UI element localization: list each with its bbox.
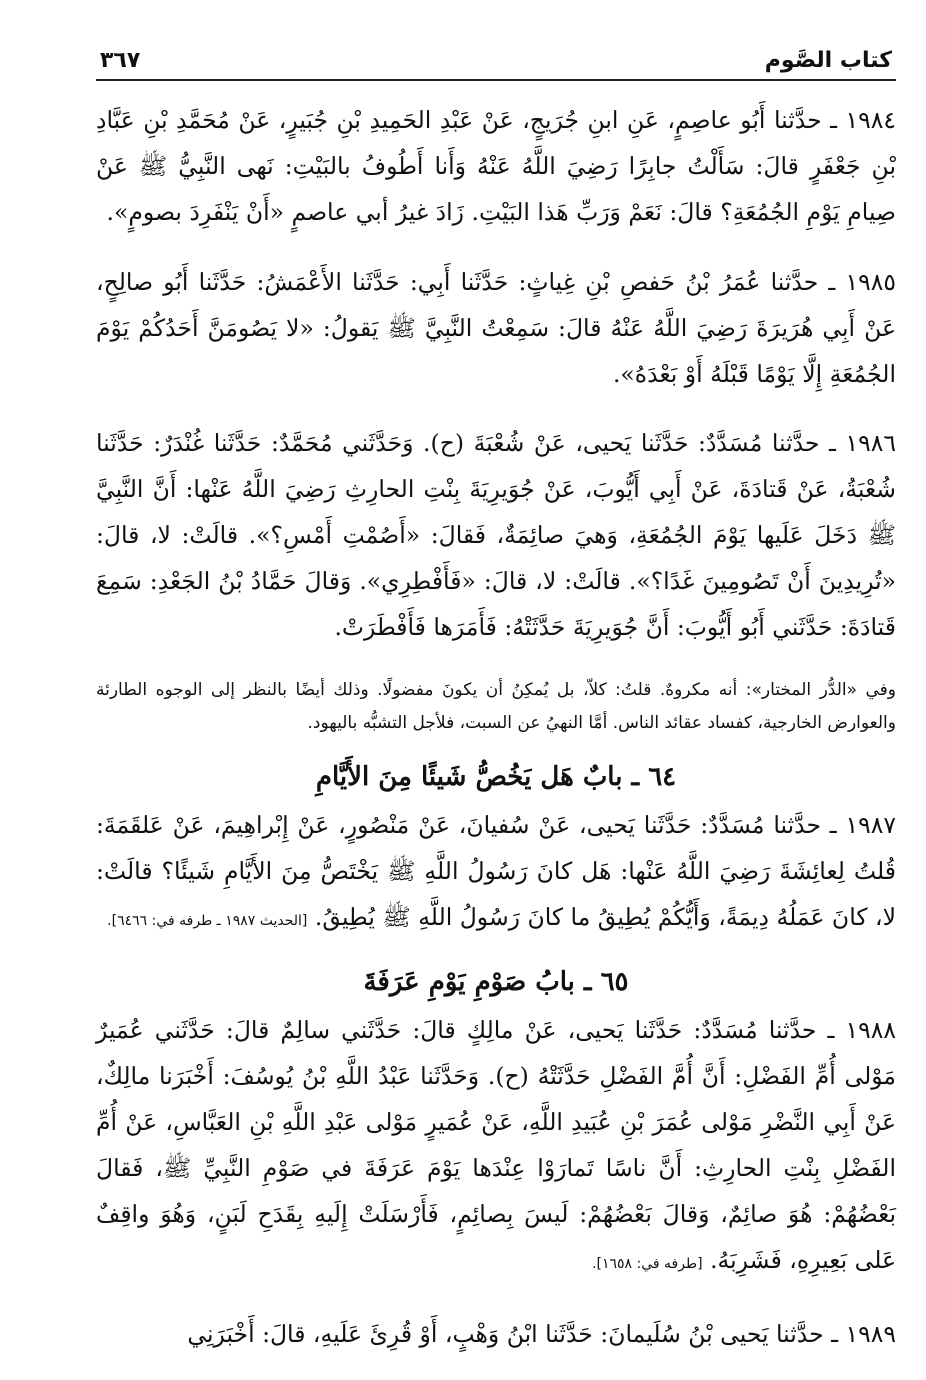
hadith-1988	[96, 1007, 896, 1287]
hadith-1988-ref: [طرفه في: ١٦٥٨].	[592, 1256, 703, 1272]
hadith-1987-ref: [الحديث ١٩٨٧ ـ طرفه في: ٦٤٦٦].	[107, 912, 308, 929]
chapter-64-title: ٦٤ ـ بابٌ هَل يَخُصُّ شَيئًا مِنَ الأَيَّامِ	[315, 761, 677, 792]
hadith-1987	[96, 802, 896, 944]
hadith-1988-text: ١٩٨٨ ـ حدَّثنا مُسَدَّدٌ: حَدَّثَنا يَحيى، عَنْ مالِكٍ قالَ: حَدَّثَني سالِمٌ قالَ: حَدَّثَني عُمَيرٌ مَوْلى أُمِّ الفَضْلِ: أَنَّ أُمَّ الفَضْلِ حَدَّثَتْهُ (ح). وَحَدَّثَنا عَبْدُ اللَّهِ بْنُ يُوسُفَ: أَخْبَرَنا مالِكٌ، عَنْ أَبِي النَّضْرِ مَوْلى عُمَرَ بْنِ عُبَيدِ اللَّهِ، عَنْ عُمَيرٍ مَوْلى عَبْدِ اللَّهِ بْنِ العَبَّاسِ، عَنْ أُمِّ الفَضْلِ بِنْتِ الحارِثِ: أَنَّ ناسًا تَمارَوْا عِنْدَها يَوْمَ عَرَفَةَ في صَوْمِ النَّبِيِّ ﷺ، فَقالَ بَعْضُهُمْ: هُوَ صائِمٌ، وَقالَ بَعْضُهُمْ: لَيسَ بِصائِمٍ، فَأَرْسَلَتْ إِلَيهِ بِقَدَحِ لَبَنٍ، وَهُوَ واقِفٌ عَلى بَعِيرِهِ، فَشَرِبَهُ.	[96, 1016, 896, 1274]
book-page	[96, 48, 896, 1380]
page-number: ٣٦٧	[100, 48, 141, 73]
hadith-1989: ١٩٨٩ ـ حدَّثنا يَحيى بْنُ سُلَيمانَ: حَدَّثَنا ابْنُ وَهْبٍ، أَوْ قُرِئَ عَلَيهِ، قالَ: أَخْبَرَنِي	[187, 1319, 896, 1348]
running-title: كتاب الصَّوم	[764, 48, 892, 73]
hadith-1984: ١٩٨٤ ـ حدَّثنا أَبُو عاصِمٍ، عَنِ ابنِ جُرَيجٍ، عَنْ عَبْدِ الحَمِيدِ بْنِ جُبَيرٍ، عَنْ مُحَمَّدِ بْنِ عَبَّادِ بْنِ جَعْفَرٍ قالَ: سَأَلْتُ جابِرًا رَضِيَ اللَّهُ عَنْهُ وَأَنا أَطُوفُ بالبَيْتِ: نَهى النَّبِيُّ ﷺ عَنْ صِيامِ يَوْمِ الجُمُعَةِ؟ قالَ: نَعَمْ وَرَبِّ هَذا البَيْتِ. زَادَ غيرُ أبي عاصمٍ «أَنْ يَنْفَرِدَ بصومٍ».	[96, 106, 896, 226]
chapter-65-title: ٦٥ ـ بابُ صَوْمِ يَوْمِ عَرَفَةَ	[363, 967, 629, 997]
commentary-note: وفي «الدُّر المختار»: أنه مكروهٌ. قلتُ: كلاّ، بل يُمكِنُ أن يكونَ مفضولًا. وذلك أيضًا بالنظر إلى الوجوه الطارئة والعوارض الخارجية، كفساد عقائد الناس. أمَّا النهيُ عن السبت، فلأجل التشبُّه باليهود.	[96, 679, 896, 733]
hadith-1985: ١٩٨٥ ـ حدَّثنا عُمَرُ بْنُ حَفصِ بْنِ غِياثٍ: حَدَّثَنا أَبِي: حَدَّثَنا الأَعْمَشُ: حَدَّثَنا أَبُو صالِحٍ، عَنْ أَبِي هُرَيرَةَ رَضِيَ اللَّهُ عَنْهُ قالَ: سَمِعْتُ النَّبِيَّ ﷺ يَقولُ: «لا يَصُومَنَّ أَحَدُكُمْ يَوْمَ الجُمُعَةِ إِلَّا يَوْمًا قَبْلَهُ أَوْ بَعْدَهُ».	[96, 267, 896, 388]
page-header	[96, 48, 896, 81]
hadith-1987-text: ١٩٨٧ ـ حدَّثنا مُسَدَّدٌ: حَدَّثَنا يَحيى، عَنْ سُفيانَ، عَنْ مَنْصُورٍ، عَنْ إِبْراهِيمَ، عَنْ عَلقَمَةَ: قُلتُ لِعائِشَةَ رَضِيَ اللَّهُ عَنْها: هَل كانَ رَسُولُ اللَّهِ ﷺ يَخْتَصُّ مِنَ الأَيَّامِ شَيئًا؟ قالَتْ: لا، كانَ عَمَلُهُ دِيمَةً، وَأَيُّكُمْ يُطِيقُ ما كانَ رَسُولُ اللَّهِ ﷺ يُطِيقُ.	[96, 810, 896, 931]
hadith-1986: ١٩٨٦ ـ حدَّثنا مُسَدَّدٌ: حَدَّثَنا يَحيى، عَنْ شُعْبَةَ (ح). وَحَدَّثَني مُحَمَّدٌ: حَدَّثَنا غُنْدَرٌ: حَدَّثَنا شُعْبَةُ، عَنْ قَتادَةَ، عَنْ أَبِي أَيُّوبَ، عَنْ جُوَيرِيَةَ بِنْتِ الحارِثِ رَضِيَ اللَّهُ عَنْها: أَنَّ النَّبِيَّ ﷺ دَخَلَ عَلَيها يَوْمَ الجُمُعَةِ، وَهيَ صائِمَةٌ، فَقالَ: «أَصُمْتِ أَمْسِ؟». قالَتْ: لا، قالَ: «تُرِيدِينَ أَنْ تَصُومِينَ غَدًا؟». قالَتْ: لا، قالَ: «فَأَفْطِرِي». وَقالَ حَمَّادُ بْنُ الجَعْدِ: سَمِعَ قَتادَةَ: حَدَّثَني أَبُو أَيُّوبَ: أَنَّ جُوَيرِيَةَ حَدَّثَتْهُ: فَأَمَرَها فَأَفْطَرَتْ.	[96, 429, 896, 641]
